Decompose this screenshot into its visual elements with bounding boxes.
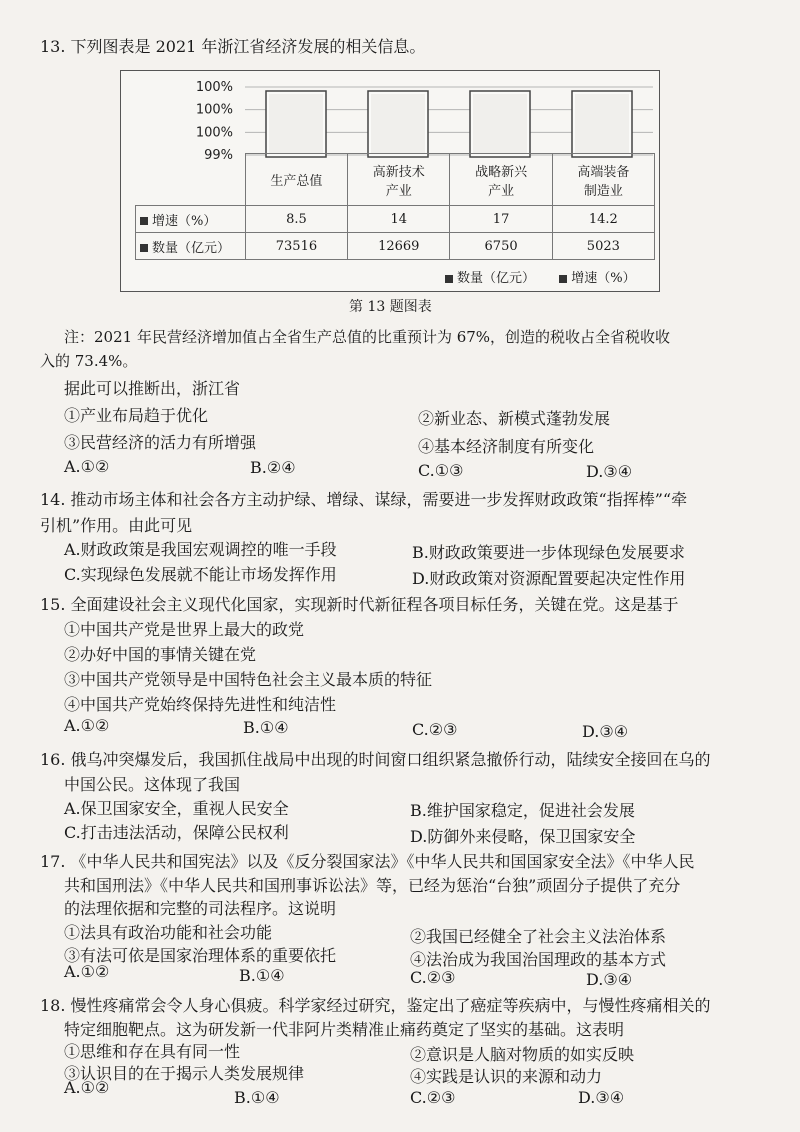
cat-0-line-0: 生产总值 — [270, 174, 323, 189]
amount-value-1: 12669 — [348, 233, 450, 260]
q17-stem-line1: 17. 《中华人民共和国宪法》以及《反分裂国家法》《中华人民共和国国家安全法》《中华人民 — [40, 852, 695, 871]
table-header-cell-3 — [552, 154, 654, 206]
q15-option-2: ②办好中国的事情关键在党 — [64, 645, 257, 664]
cat-3-line-0: 高端装备 — [577, 164, 630, 180]
chart-legend — [445, 267, 636, 286]
series-0-name-cell — [136, 206, 246, 233]
q14-option-c: C.实现绿色发展就不能让市场发挥作用 — [64, 565, 337, 584]
series-1-name-cell — [136, 233, 246, 260]
legend-icon-growth — [559, 275, 567, 283]
table-header-cell-0 — [245, 154, 347, 206]
q16-option-a: A.保卫国家安全，重视人民安全 — [64, 799, 289, 818]
q18-stem-line1: 18. 慢性疼痛常会令人身心俱疲。科学家经过研究，鉴定出了癌症等疾病中，与慢性疼痛相关的 — [40, 996, 711, 1015]
q13-answer-a: A.①② — [64, 457, 110, 476]
y-tick-label: 100% — [195, 80, 233, 95]
cat-3-line-1: 制造业 — [583, 183, 623, 199]
q18-option-1: ①思维和存在具有同一性 — [64, 1042, 241, 1061]
legend-item-growth: 增速（%） — [571, 271, 636, 286]
legend-item-amount: 数量（亿元） — [457, 271, 536, 286]
q13-option-1: ①产业布局趋于优化 — [64, 406, 209, 425]
bar-shade-3 — [575, 94, 629, 154]
q15-answer-c: C.②③ — [412, 720, 458, 739]
growth-value-2: 17 — [450, 206, 552, 233]
bar-shade-0 — [269, 94, 323, 154]
amount-value-0: 73516 — [245, 233, 347, 260]
q18-answer-c: C.②③ — [410, 1088, 456, 1107]
q17-stem-line3: 的法理依据和完整的司法程序。这说明 — [64, 899, 337, 918]
q18-stem-line2: 特定细胞靶点。这为研发新一代非阿片类精准止痛药奠定了坚实的基础。这表明 — [64, 1020, 625, 1039]
q17-answer-d: D.③④ — [586, 970, 633, 989]
cat-2-line-0: 战略新兴 — [475, 164, 528, 180]
growth-value-3: 14.2 — [552, 206, 654, 233]
q13-note-line1: 注：2021 年民营经济增加值占全省生产总值的比重预计为 67%，创造的税收占全省税收收 — [64, 328, 671, 346]
table-row — [136, 206, 655, 233]
q15-answer-a: A.①② — [64, 716, 110, 735]
q13-answer-d: D.③④ — [586, 462, 633, 481]
amount-value-3: 5023 — [552, 233, 654, 260]
q17-option-4: ④法治成为我国治国理政的基本方式 — [410, 950, 667, 969]
growth-value-0: 8.5 — [245, 206, 347, 233]
growth-value-1: 14 — [348, 206, 450, 233]
series-0-legend-icon — [140, 217, 148, 225]
cat-1-line-1: 产业 — [385, 183, 412, 199]
q13-option-3: ③民营经济的活力有所增强 — [64, 433, 257, 452]
table-row — [136, 233, 655, 260]
q13-caption: 第 13 题图表 — [349, 299, 432, 315]
q13-lead: 据此可以推断出，浙江省 — [64, 379, 241, 398]
table-corner — [136, 154, 246, 206]
q13-stem: 13. 下列图表是 2021 年浙江省经济发展的相关信息。 — [40, 37, 426, 56]
q17-answer-b: B.①④ — [239, 966, 285, 985]
table-header-cell-2 — [450, 154, 552, 206]
q14-stem-line1: 14. 推动市场主体和社会各方主动护绿、增绿、谋绿，需要进一步发挥财政政策“指挥棒”“牵 — [40, 490, 688, 509]
q18-option-4: ④实践是认识的来源和动力 — [410, 1067, 603, 1086]
q17-option-1: ①法具有政治功能和社会功能 — [64, 923, 273, 942]
q16-stem-line2: 中国公民。这体现了我国 — [64, 775, 241, 794]
q15-option-1: ①中国共产党是世界上最大的政党 — [64, 620, 305, 639]
q13-chart — [120, 70, 660, 292]
q13-option-2: ②新业态、新模式蓬勃发展 — [418, 409, 611, 428]
q16-stem-line1: 16. 俄乌冲突爆发后，我国抓住战局中出现的时间窗口组织紧急撤侨行动，陆续安全接回在乌的 — [40, 750, 711, 769]
legend-icon-amount — [445, 275, 453, 283]
bar-shade-1 — [371, 94, 425, 154]
q13-data-table — [135, 153, 655, 260]
q16-option-b: B.维护国家稳定，促进社会发展 — [410, 801, 635, 820]
table-header-row — [136, 154, 655, 206]
q13-answer-c: C.①③ — [418, 461, 464, 480]
q15-option-4: ④中国共产党始终保持先进性和纯洁性 — [64, 695, 337, 714]
q14-option-d: D.财政政策对资源配置要起决定性作用 — [412, 569, 686, 588]
q18-option-3: ③认识目的在于揭示人类发展规律 — [64, 1064, 305, 1083]
q18-answer-a: A.①② — [64, 1078, 110, 1097]
q17-option-2: ②我国已经健全了社会主义法治体系 — [410, 927, 667, 946]
q15-stem: 15. 全面建设社会主义现代化国家，实现新时代新征程各项目标任务，关键在党。这是基于 — [40, 595, 679, 614]
q13-note-line2: 入的 73.4%。 — [40, 352, 138, 370]
q14-option-b: B.财政政策要进一步体现绿色发展要求 — [412, 543, 685, 562]
q16-option-c: C.打击违法活动，保障公民权利 — [64, 823, 289, 842]
q17-answer-a: A.①② — [64, 962, 110, 981]
table-header-cell-1 — [348, 154, 450, 206]
q13-option-4: ④基本经济制度有所变化 — [418, 437, 595, 456]
q18-answer-d: D.③④ — [578, 1088, 625, 1107]
series-1-name: 数量（亿元） — [152, 240, 231, 256]
q16-option-d: D.防御外来侵略，保卫国家安全 — [410, 827, 636, 846]
bar-shade-2 — [473, 94, 527, 154]
cat-2-line-1: 产业 — [488, 183, 515, 199]
q17-answer-c: C.②③ — [410, 968, 456, 987]
cat-1-line-0: 高新技术 — [372, 164, 425, 180]
q14-option-a: A.财政政策是我国宏观调控的唯一手段 — [64, 540, 337, 559]
q15-answer-b: B.①④ — [243, 718, 289, 737]
series-1-legend-icon — [140, 244, 148, 252]
amount-value-2: 6750 — [450, 233, 552, 260]
y-tick-label: 100% — [195, 125, 233, 141]
y-tick-label: 100% — [195, 102, 233, 118]
q17-stem-line2: 共和国刑法》《中华人民共和国刑事诉讼法》等，已经为惩治“台独”顽固分子提供了充分 — [64, 876, 681, 895]
q14-stem-line2: 引机”作用。由此可见 — [40, 516, 193, 535]
q15-answer-d: D.③④ — [582, 722, 629, 741]
q17-option-3: ③有法可依是国家治理体系的重要依托 — [64, 946, 337, 965]
y-tick-label: 99% — [204, 148, 233, 163]
q18-answer-b: B.①④ — [234, 1088, 280, 1107]
q13-answer-b: B.②④ — [250, 458, 296, 477]
q15-option-3: ③中国共产党领导是中国特色社会主义最本质的特征 — [64, 670, 433, 689]
series-0-name: 增速（%） — [152, 213, 217, 229]
q18-option-2: ②意识是人脑对物质的如实反映 — [410, 1045, 635, 1064]
